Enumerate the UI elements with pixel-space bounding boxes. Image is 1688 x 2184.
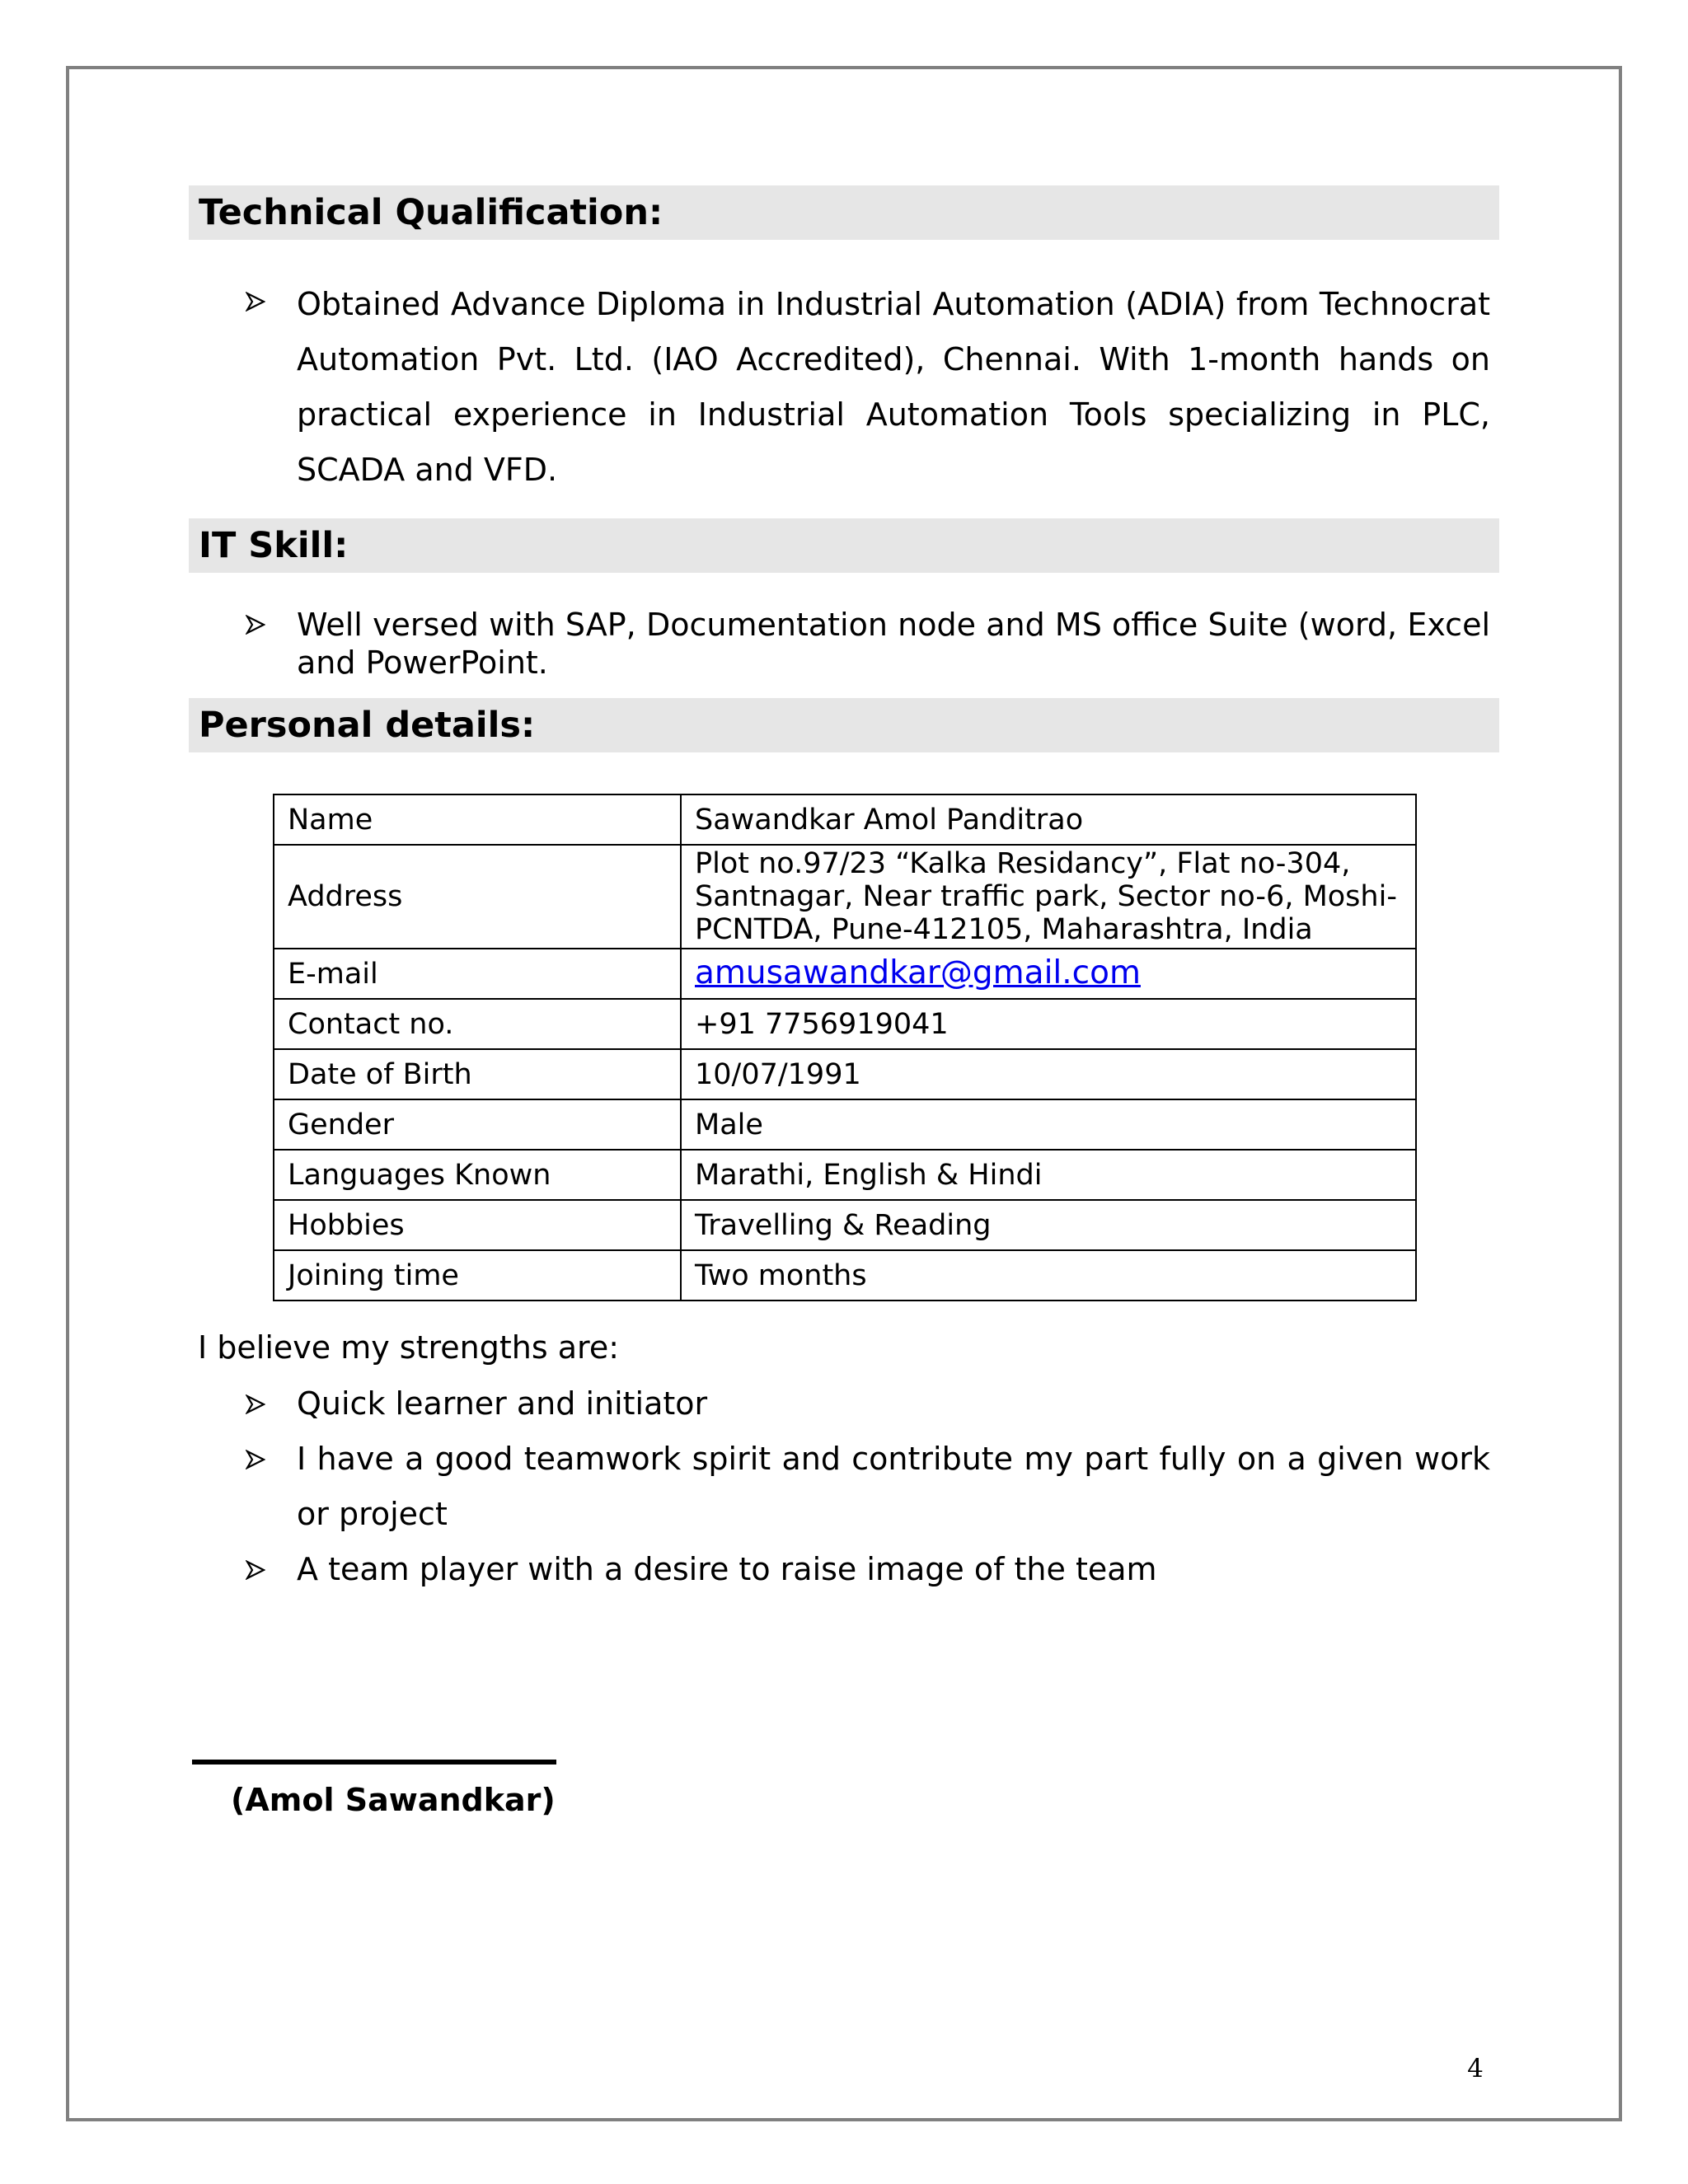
personal-details-heading: Personal details:	[189, 698, 1499, 752]
personal-details-table	[273, 794, 1417, 1301]
signature-name: (Amol Sawandkar)	[231, 1782, 556, 1818]
strengths-intro: I believe my strengths are:	[198, 1329, 619, 1366]
row-label-joining-time: Joining time	[274, 1250, 681, 1301]
signature-line	[192, 1760, 556, 1765]
row-label-email: E-mail	[274, 949, 681, 999]
technical-qualification-text: Obtained Advance Diploma in Industrial Automation (ADIA) from Technocrat Automation Pvt. Ltd. (IAO Accredited), Chennai. With 1-month hands on practical experience in Industrial Automation Tools specializing in PLC, SCADA and VFD.	[297, 286, 1490, 488]
arrowhead-bullet-icon	[246, 606, 270, 644]
table-row	[274, 1200, 1416, 1250]
table-row	[274, 1049, 1416, 1099]
it-skill-heading: IT Skill:	[189, 518, 1499, 573]
table-row	[274, 1099, 1416, 1150]
row-value-hobbies: Travelling & Reading	[681, 1200, 1416, 1250]
arrowhead-bullet-icon	[246, 1376, 270, 1432]
row-value-dob: 10/07/1991	[681, 1049, 1416, 1099]
list-item	[246, 1542, 1490, 1597]
arrowhead-bullet-icon	[246, 277, 270, 327]
strength-text: I have a good teamwork spirit and contribute my part fully on a given work or project	[297, 1441, 1490, 1532]
row-label-contact: Contact no.	[274, 999, 681, 1049]
list-item	[246, 606, 1490, 682]
row-value-contact: +91 7756919041	[681, 999, 1416, 1049]
it-skill-list	[246, 606, 1490, 682]
row-label-gender: Gender	[274, 1099, 681, 1150]
list-item	[246, 277, 1490, 498]
strength-text: Quick learner and initiator	[297, 1385, 708, 1422]
row-label-dob: Date of Birth	[274, 1049, 681, 1099]
row-label-address: Address	[274, 845, 681, 949]
row-value-joining-time: Two months	[681, 1250, 1416, 1301]
row-label-hobbies: Hobbies	[274, 1200, 681, 1250]
row-value-name: Sawandkar Amol Panditrao	[681, 794, 1416, 845]
table-row	[274, 845, 1416, 949]
email-link[interactable]: amusawandkar@gmail.com	[695, 954, 1141, 991]
page-number: 4	[1467, 2054, 1484, 2083]
it-skill-text: Well versed with SAP, Documentation node and MS office Suite (word, Excel and PowerPoint.	[297, 607, 1490, 681]
row-label-languages: Languages Known	[274, 1150, 681, 1200]
arrowhead-bullet-icon	[246, 1432, 270, 1487]
row-value-email	[681, 949, 1416, 999]
list-item	[246, 1376, 1490, 1432]
table-row	[274, 1250, 1416, 1301]
row-label-name: Name	[274, 794, 681, 845]
row-value-gender: Male	[681, 1099, 1416, 1150]
technical-qualification-list	[246, 277, 1490, 498]
table-row	[274, 1150, 1416, 1200]
table-row	[274, 794, 1416, 845]
arrowhead-bullet-icon	[246, 1542, 270, 1597]
table-row	[274, 999, 1416, 1049]
row-value-languages: Marathi, English & Hindi	[681, 1150, 1416, 1200]
table-row	[274, 949, 1416, 999]
technical-qualification-heading: Technical Qualification:	[189, 185, 1499, 240]
strength-text: A team player with a desire to raise image of the team	[297, 1551, 1157, 1587]
list-item	[246, 1432, 1490, 1542]
row-value-address: Plot no.97/23 “Kalka Residancy”, Flat no-304, Santnagar, Near traffic park, Sector no-6, Moshi-PCNTDA, Pune-412105, Maharashtra, India	[681, 845, 1416, 949]
strengths-list	[246, 1376, 1490, 1597]
